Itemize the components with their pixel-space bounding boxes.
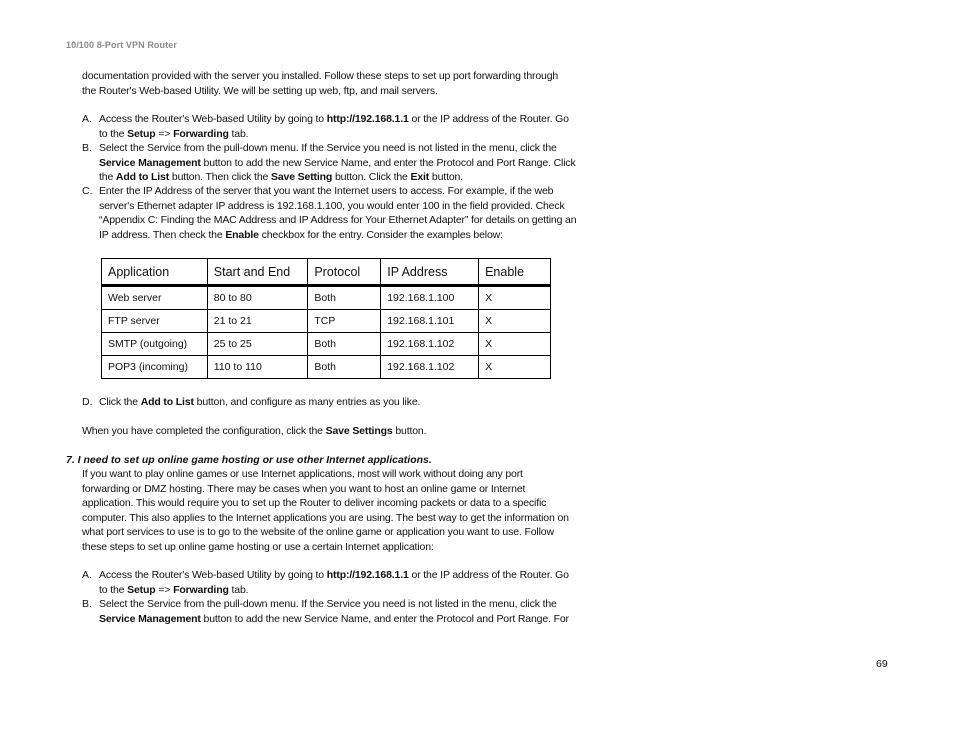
section-7-line: forwarding or DMZ hosting. There may be cases when you want to host an online game or Internet xyxy=(82,482,526,495)
table-cell: POP3 (incoming) xyxy=(102,356,208,379)
section-7-line: application. This would require you to set up the Router to deliver incoming packets or data to a specific xyxy=(82,497,547,510)
table-row xyxy=(102,333,551,356)
table-cell: 25 to 25 xyxy=(207,333,308,356)
table-cell: Both xyxy=(308,286,381,310)
step-2a-text: Access the Router's Web-based Utility by going to http://192.168.1.1 or the IP address of the Router. Go to the Setup => Forwarding tab. xyxy=(99,569,569,596)
table-cell: X xyxy=(479,356,551,379)
step-a-label: A. xyxy=(82,113,92,125)
col-header-enable: Enable xyxy=(479,259,551,286)
col-header-protocol: Protocol xyxy=(308,259,381,286)
step-a-text: Access the Router's Web-based Utility by going to http://192.168.1.1 or the IP address of the Router. Go to the Setup => Forwarding tab. xyxy=(99,113,569,140)
table-cell: X xyxy=(479,333,551,356)
step-b-text: Select the Service from the pull-down menu. If the Service you need is not listed in the menu, click the Service Management button to add the new Service Name, and enter the Protocol and Port Range. Click the Add to List button. Then click the Save Setting button. Click the Exit button. xyxy=(99,142,576,184)
table-cell: 192.168.1.101 xyxy=(381,310,479,333)
step-c-label: C. xyxy=(82,185,93,197)
table-cell: Both xyxy=(308,333,381,356)
table-cell: TCP xyxy=(308,310,381,333)
col-header-start-end: Start and End xyxy=(207,259,308,286)
table-cell: Both xyxy=(308,356,381,379)
table-cell: 21 to 21 xyxy=(207,310,308,333)
step-d-label: D. xyxy=(82,396,93,408)
page-header: 10/100 8-Port VPN Router xyxy=(66,40,177,50)
table-cell: SMTP (outgoing) xyxy=(102,333,208,356)
section-7-line: these steps to set up online game hosting or use a certain Internet application: xyxy=(82,540,434,553)
intro-paragraph xyxy=(82,69,558,98)
section-7-paragraph xyxy=(82,467,569,555)
step-2b-text: Select the Service from the pull-down menu. If the Service you need is not listed in the menu, click the Service Management button to add the new Service Name, and enter the Protocol and Port Range. For xyxy=(99,598,569,625)
section-7-line: computer. This also applies to the Internet applications you are using. The best way to get the information on xyxy=(82,511,569,524)
section-7-title: 7. I need to set up online game hosting or use other Internet applications. xyxy=(66,454,432,466)
table-cell: 80 to 80 xyxy=(207,286,308,310)
table-row xyxy=(102,310,551,333)
section-7-line: what port services to use is to go to the website of the online game or application you want to use. Follow xyxy=(82,526,554,539)
step-d-text: Click the Add to List button, and configure as many entries as you like. xyxy=(99,396,421,408)
section-7-line: If you want to play online games or use Internet applications, most will work without doing any port xyxy=(82,468,523,480)
intro-line-1: documentation provided with the server you installed. Follow these steps to set up port forwarding through xyxy=(82,70,559,82)
table-cell: 192.168.1.102 xyxy=(381,356,479,379)
intro-line-2: the Router's Web-based Utility. We will be setting up web, ftp, and mail servers. xyxy=(82,84,438,97)
port-forwarding-examples-table xyxy=(101,258,551,379)
table-cell: X xyxy=(479,286,551,310)
table-row xyxy=(102,286,551,310)
step-2b-label: B. xyxy=(82,598,92,610)
step-c-text: Enter the IP Address of the server that you want the Internet users to access. For example, if the web server's Ethernet adapter IP address is 192.168.1.100, you would enter 100 in the field provided. Check “Appendix C: Finding the MAC Address and IP Address for Your Ethernet Adapter” for details on getting an IP address. Then check the Enable checkbox for the entry. Consider the examples below: xyxy=(99,185,577,241)
completed-paragraph: When you have completed the configuration, click the Save Settings button. xyxy=(82,425,427,437)
step-b-label: B. xyxy=(82,142,92,154)
table-cell: FTP server xyxy=(102,310,208,333)
table-cell: X xyxy=(479,310,551,333)
step-2a-label: A. xyxy=(82,569,92,581)
col-header-application: Application xyxy=(102,259,208,286)
col-header-ip-address: IP Address xyxy=(381,259,479,286)
table-cell: Web server xyxy=(102,286,208,310)
table-row xyxy=(102,356,551,379)
table-header-row xyxy=(102,259,551,286)
table-cell: 192.168.1.100 xyxy=(381,286,479,310)
page-number: 69 xyxy=(876,658,888,670)
table-cell: 192.168.1.102 xyxy=(381,333,479,356)
table-cell: 110 to 110 xyxy=(207,356,308,379)
